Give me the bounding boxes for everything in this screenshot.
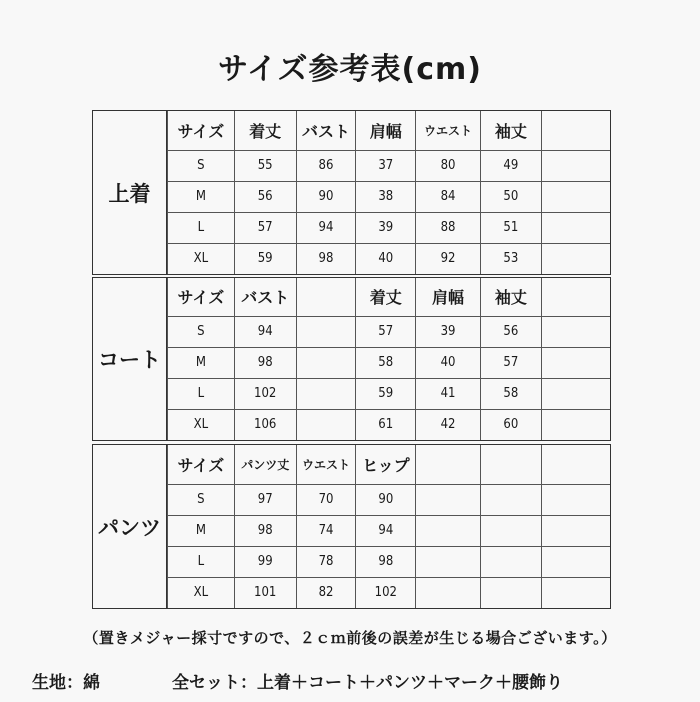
table-cell: 57 bbox=[356, 316, 416, 347]
header-cell: サイズ bbox=[168, 278, 235, 316]
header-cell: ウエスト bbox=[416, 111, 481, 150]
table-cell: 74 bbox=[296, 515, 356, 546]
table-cell bbox=[481, 515, 542, 546]
section-label: コート bbox=[93, 278, 167, 440]
header-cell: バスト bbox=[296, 111, 356, 150]
header-cell bbox=[541, 278, 610, 316]
table-cell: 56 bbox=[234, 181, 296, 212]
table-cell: 98 bbox=[234, 347, 296, 378]
page-title: サイズ参考表(cm) bbox=[217, 52, 483, 87]
table-row bbox=[168, 150, 611, 181]
size-table bbox=[167, 111, 610, 274]
table-cell bbox=[541, 546, 610, 577]
table-row bbox=[168, 316, 611, 347]
table-row bbox=[168, 181, 611, 212]
header-cell: ヒップ bbox=[356, 445, 416, 484]
table-cell bbox=[416, 484, 481, 515]
table-cell: 58 bbox=[356, 347, 416, 378]
header-cell: 袖丈 bbox=[480, 278, 541, 316]
table-row bbox=[168, 243, 611, 274]
material-text: 生地：綿 bbox=[32, 673, 100, 693]
table-row bbox=[168, 515, 611, 546]
table-cell: 37 bbox=[356, 150, 416, 181]
header-cell: 袖丈 bbox=[480, 111, 541, 150]
table-cell: 94 bbox=[296, 212, 356, 243]
header-cell: サイズ bbox=[168, 445, 235, 484]
table-row bbox=[168, 484, 611, 515]
table-cell bbox=[541, 212, 610, 243]
section-label: 上着 bbox=[93, 111, 167, 274]
table-header-row bbox=[168, 445, 611, 484]
table-cell: M bbox=[168, 515, 235, 546]
header-cell: ウエスト bbox=[296, 445, 356, 484]
table-cell: 82 bbox=[296, 577, 356, 608]
header-cell: 肩幅 bbox=[356, 111, 416, 150]
table-cell: 59 bbox=[234, 243, 296, 274]
header-cell: 着丈 bbox=[234, 111, 296, 150]
table-cell: 92 bbox=[416, 243, 481, 274]
table-cell bbox=[541, 181, 610, 212]
table-cell: 61 bbox=[356, 409, 416, 440]
table-cell bbox=[416, 546, 481, 577]
table-cell: 39 bbox=[356, 212, 416, 243]
table-cell: S bbox=[168, 316, 235, 347]
table-cell: L bbox=[168, 546, 235, 577]
table-cell: 98 bbox=[356, 546, 416, 577]
table-header-row bbox=[168, 111, 611, 150]
table-cell: 40 bbox=[416, 347, 481, 378]
table-cell: 60 bbox=[480, 409, 541, 440]
table-row bbox=[168, 347, 611, 378]
table-cell: 88 bbox=[416, 212, 481, 243]
table-cell bbox=[481, 546, 542, 577]
size-section-pants bbox=[92, 444, 611, 609]
table-cell: XL bbox=[168, 409, 235, 440]
table-cell bbox=[296, 378, 356, 409]
table-cell: 101 bbox=[234, 577, 296, 608]
table-cell: 53 bbox=[480, 243, 541, 274]
table-cell: 90 bbox=[356, 484, 416, 515]
table-cell: 49 bbox=[480, 150, 541, 181]
table-cell: 57 bbox=[480, 347, 541, 378]
table-cell: 106 bbox=[234, 409, 296, 440]
header-cell bbox=[296, 278, 356, 316]
table-cell: 99 bbox=[234, 546, 296, 577]
size-section-coat bbox=[92, 277, 611, 441]
table-cell: XL bbox=[168, 577, 235, 608]
table-cell: 78 bbox=[296, 546, 356, 577]
header-cell: 肩幅 bbox=[416, 278, 481, 316]
table-cell: 39 bbox=[416, 316, 481, 347]
table-cell: 50 bbox=[480, 181, 541, 212]
table-cell bbox=[296, 316, 356, 347]
set-contents-text: 全セット：上着＋コート＋パンツ＋マーク＋腰飾り bbox=[172, 673, 563, 693]
table-row bbox=[168, 409, 611, 440]
table-cell: 58 bbox=[480, 378, 541, 409]
table-row bbox=[168, 546, 611, 577]
table-cell: 102 bbox=[234, 378, 296, 409]
table-cell: 51 bbox=[480, 212, 541, 243]
header-cell: バスト bbox=[234, 278, 296, 316]
table-header-row bbox=[168, 278, 611, 316]
table-cell bbox=[541, 378, 610, 409]
table-cell: 98 bbox=[234, 515, 296, 546]
table-cell bbox=[541, 577, 610, 608]
table-cell bbox=[481, 484, 542, 515]
table-cell bbox=[296, 347, 356, 378]
header-cell: パンツ丈 bbox=[234, 445, 296, 484]
header-cell bbox=[416, 445, 481, 484]
table-cell bbox=[541, 316, 610, 347]
table-cell: 56 bbox=[480, 316, 541, 347]
table-cell: 70 bbox=[296, 484, 356, 515]
measurement-note: （置きメジャー採寸ですので、２ｃｍ前後の誤差が生じる場合ございます。） bbox=[83, 629, 617, 647]
table-cell: 38 bbox=[356, 181, 416, 212]
table-cell: 42 bbox=[416, 409, 481, 440]
table-cell bbox=[296, 409, 356, 440]
table-cell bbox=[541, 515, 610, 546]
table-cell bbox=[541, 150, 610, 181]
table-cell: 84 bbox=[416, 181, 481, 212]
table-cell: 94 bbox=[234, 316, 296, 347]
table-cell: S bbox=[168, 484, 235, 515]
table-cell bbox=[416, 515, 481, 546]
section-label: パンツ bbox=[93, 445, 167, 608]
table-row bbox=[168, 577, 611, 608]
table-cell: L bbox=[168, 378, 235, 409]
table-cell: 98 bbox=[296, 243, 356, 274]
table-cell: 41 bbox=[416, 378, 481, 409]
size-section-jacket bbox=[92, 110, 611, 275]
table-cell: S bbox=[168, 150, 235, 181]
table-cell: 86 bbox=[296, 150, 356, 181]
table-cell: 97 bbox=[234, 484, 296, 515]
table-cell: L bbox=[168, 212, 235, 243]
table-cell: 90 bbox=[296, 181, 356, 212]
header-cell: 着丈 bbox=[356, 278, 416, 316]
table-cell bbox=[541, 347, 610, 378]
table-cell: M bbox=[168, 181, 235, 212]
size-table bbox=[167, 445, 610, 608]
table-row bbox=[168, 212, 611, 243]
table-cell: 94 bbox=[356, 515, 416, 546]
table-cell: 80 bbox=[416, 150, 481, 181]
table-cell bbox=[541, 409, 610, 440]
table-cell bbox=[416, 577, 481, 608]
table-cell: 40 bbox=[356, 243, 416, 274]
table-cell bbox=[541, 243, 610, 274]
table-cell: M bbox=[168, 347, 235, 378]
table-cell bbox=[481, 577, 542, 608]
table-cell: 55 bbox=[234, 150, 296, 181]
size-table bbox=[167, 278, 610, 440]
table-cell: 102 bbox=[356, 577, 416, 608]
table-cell: 57 bbox=[234, 212, 296, 243]
table-row bbox=[168, 378, 611, 409]
header-cell bbox=[481, 445, 542, 484]
header-cell bbox=[541, 111, 610, 150]
table-cell bbox=[541, 484, 610, 515]
header-cell: サイズ bbox=[168, 111, 235, 150]
table-cell: XL bbox=[168, 243, 235, 274]
table-cell: 59 bbox=[356, 378, 416, 409]
header-cell bbox=[541, 445, 610, 484]
